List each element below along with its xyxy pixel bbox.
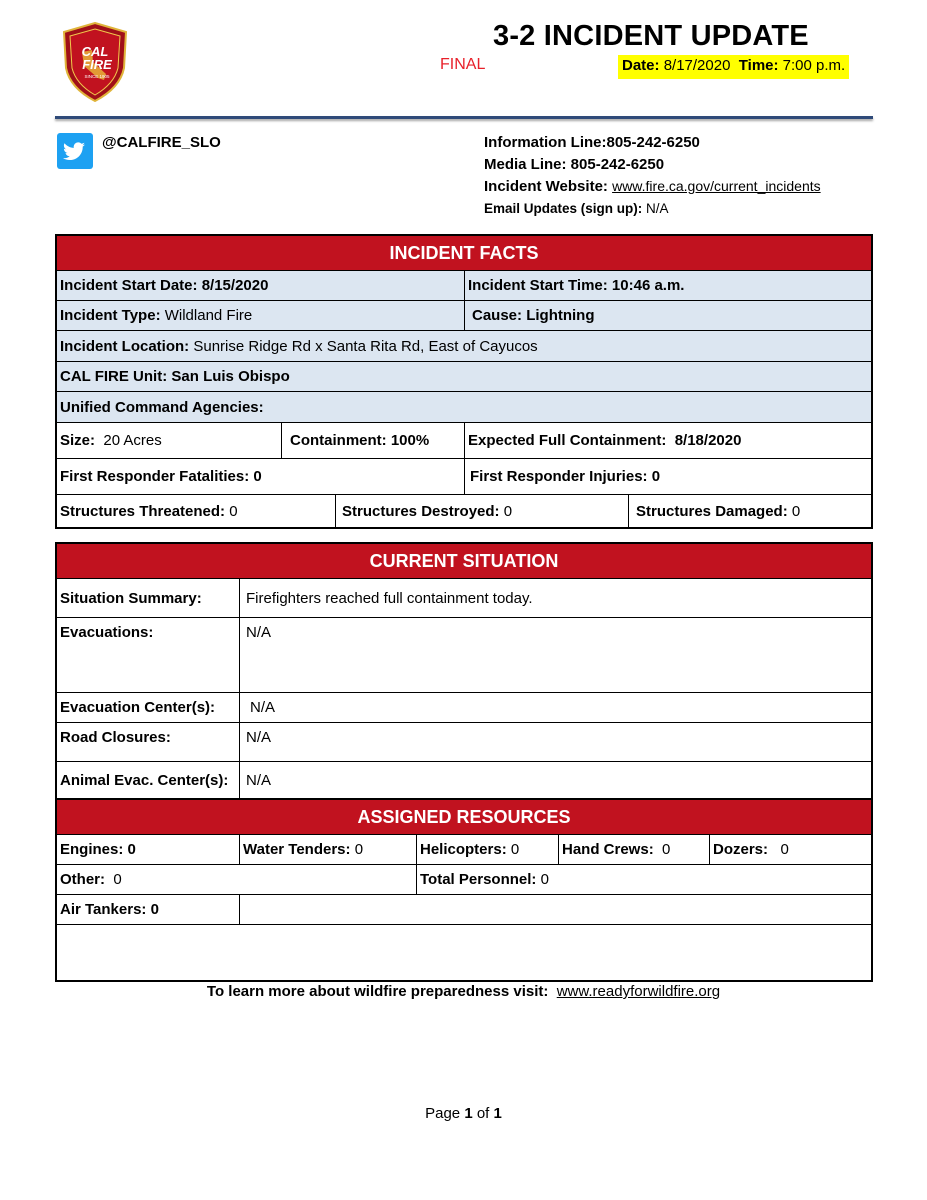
start-date-value: 8/15/2020 [201, 277, 269, 294]
cause-cell [465, 301, 871, 330]
other-cell [57, 865, 417, 894]
page-current: 1 [464, 1105, 473, 1122]
website-label: Incident Website: [484, 178, 608, 195]
size-label: Size: [60, 432, 96, 449]
status-final: FINAL [440, 56, 486, 73]
total-personnel-value: 0 [540, 871, 549, 888]
table-row [57, 579, 871, 618]
start-date-label: Incident Start Date: [60, 277, 198, 294]
current-situation-header: CURRENT SITUATION [57, 544, 871, 579]
unified-command-cell [57, 392, 871, 422]
page-title: 3-2 INCIDENT UPDATE [493, 20, 809, 52]
situation-summary-label: Situation Summary: [57, 579, 240, 617]
incident-location-label: Incident Location: [60, 337, 190, 355]
engines-label: Engines: [60, 841, 124, 858]
page-prefix: Page [425, 1105, 461, 1122]
page-number [0, 1105, 927, 1122]
email-label: Email Updates (sign up): [484, 201, 643, 216]
cal-fire-shield-icon [62, 22, 128, 102]
incident-type-cell [57, 301, 465, 330]
time-value: 7:00 p.m. [782, 57, 846, 74]
structures-damaged-label: Structures Damaged: [636, 502, 788, 520]
evacuation-centers-value: N/A [250, 699, 276, 716]
incident-type-label: Incident Type: [60, 307, 161, 324]
evacuation-centers-label: Evacuation Center(s): [57, 693, 240, 722]
table-row [57, 392, 871, 423]
cause-label: Cause: [472, 307, 523, 324]
helicopters-label: Helicopters: [420, 841, 507, 858]
current-situation-table [55, 542, 873, 982]
page-total: 1 [493, 1105, 502, 1122]
incident-location-cell [57, 331, 871, 361]
incident-type-value: Wildland Fire [164, 307, 253, 324]
header-divider [55, 116, 873, 119]
hand-crews-value: 0 [662, 841, 671, 858]
animal-evac-centers-label: Animal Evac. Center(s): [57, 762, 240, 798]
cal-fire-unit-cell [57, 362, 871, 391]
hand-crews-cell [559, 835, 710, 864]
time-label: Time: [738, 57, 779, 74]
containment-value: 100% [390, 432, 430, 449]
evacuations-value: N/A [246, 624, 272, 641]
fatalities-cell [57, 459, 465, 494]
preparedness-link[interactable]: www.readyforwildfire.org [556, 983, 721, 1000]
evacuations-label: Evacuations: [57, 618, 240, 692]
cal-fire-unit-value: San Luis Obispo [171, 368, 290, 385]
injuries-value: 0 [651, 468, 661, 485]
road-closures-value: N/A [246, 729, 272, 746]
incident-website-row [484, 178, 821, 195]
situation-summary-value: Firefighters reached full containment today. [246, 589, 533, 607]
twitter-icon[interactable] [57, 133, 93, 169]
size-value: 20 Acres [103, 432, 162, 449]
cal-fire-logo [62, 22, 128, 102]
table-row [57, 723, 871, 762]
table-row [57, 925, 871, 980]
structures-threatened-label: Structures Threatened: [60, 502, 226, 520]
structures-destroyed-cell [336, 495, 629, 527]
logo-since-text: SINCE 1905 [84, 74, 110, 79]
date-time-box [618, 55, 849, 79]
incident-location-value: Sunrise Ridge Rd x Santa Rita Rd, East of Cayucos [193, 337, 538, 355]
incident-facts-table [55, 234, 873, 529]
size-cell [57, 423, 282, 458]
unified-command-label: Unified Command Agencies: [60, 398, 264, 416]
table-row [57, 301, 871, 331]
other-label: Other: [60, 871, 105, 888]
logo-fire-text: FIRE [82, 57, 112, 72]
start-date-cell [57, 271, 465, 300]
water-tenders-cell [240, 835, 417, 864]
email-updates-row [484, 201, 669, 216]
helicopters-cell [417, 835, 559, 864]
table-row [57, 331, 871, 362]
logo-cal-text: CAL [81, 44, 109, 59]
expected-containment-value: 8/18/2020 [674, 432, 742, 449]
preparedness-text: To learn more about wildfire preparedness visit: [206, 983, 549, 1000]
table-row [57, 362, 871, 392]
information-line: Information Line:805-242-6250 [484, 134, 700, 151]
air-tankers-value: 0 [150, 901, 159, 918]
water-tenders-label: Water Tenders: [243, 841, 351, 858]
other-value: 0 [113, 871, 122, 888]
table-row [57, 762, 871, 799]
table-row [57, 865, 871, 895]
water-tenders-value: 0 [354, 841, 364, 858]
injuries-label: First Responder Injuries: [470, 468, 648, 485]
twitter-handle[interactable]: @CALFIRE_SLO [102, 134, 221, 151]
road-closures-label: Road Closures: [57, 723, 240, 761]
total-personnel-label: Total Personnel: [420, 871, 537, 888]
structures-destroyed-value: 0 [503, 502, 513, 520]
fatalities-value: 0 [253, 468, 262, 485]
containment-cell [282, 423, 465, 458]
start-time-label: Incident Start Time: [468, 277, 608, 294]
structures-damaged-cell [629, 495, 871, 527]
table-row [57, 423, 871, 459]
dozers-value: 0 [780, 841, 789, 858]
expected-containment-label: Expected Full Containment: [468, 432, 667, 449]
cause-value: Lightning [526, 307, 595, 324]
dozers-label: Dozers: [713, 841, 769, 858]
helicopters-value: 0 [510, 841, 520, 858]
table-row [57, 693, 871, 723]
website-link[interactable]: www.fire.ca.gov/current_incidents [612, 178, 821, 194]
air-tankers-label: Air Tankers: [60, 901, 147, 918]
table-row [57, 271, 871, 301]
table-row [57, 835, 871, 865]
cal-fire-unit-label: CAL FIRE Unit: [60, 368, 168, 385]
resources-notes-cell [57, 925, 871, 980]
table-row [57, 459, 871, 495]
air-tankers-notes-cell [240, 895, 871, 924]
injuries-cell [465, 459, 871, 494]
table-row [57, 618, 871, 693]
structures-threatened-cell [57, 495, 336, 527]
incident-facts-header: INCIDENT FACTS [57, 236, 871, 271]
assigned-resources-header: ASSIGNED RESOURCES [57, 799, 871, 835]
dozers-cell [710, 835, 871, 864]
table-row [57, 895, 871, 925]
table-row [57, 495, 871, 527]
expected-containment-cell [465, 423, 871, 458]
hand-crews-label: Hand Crews: [562, 841, 654, 858]
air-tankers-cell [57, 895, 240, 924]
structures-threatened-value: 0 [229, 502, 238, 520]
date-label: Date: [622, 57, 660, 74]
start-time-value: 10:46 a.m. [611, 277, 685, 294]
structures-damaged-value: 0 [791, 502, 801, 520]
media-line: Media Line: 805-242-6250 [484, 156, 665, 173]
engines-cell [57, 835, 240, 864]
structures-destroyed-label: Structures Destroyed: [342, 502, 500, 520]
email-value: N/A [646, 201, 669, 216]
animal-evac-centers-value: N/A [246, 771, 272, 789]
page-of: of [476, 1105, 490, 1122]
date-value: 8/17/2020 [663, 57, 731, 74]
start-time-cell [465, 271, 871, 300]
preparedness-note [0, 983, 927, 1000]
fatalities-label: First Responder Fatalities: [60, 468, 250, 485]
containment-label: Containment: [290, 432, 387, 449]
total-personnel-cell [417, 865, 871, 894]
engines-value: 0 [127, 841, 136, 858]
